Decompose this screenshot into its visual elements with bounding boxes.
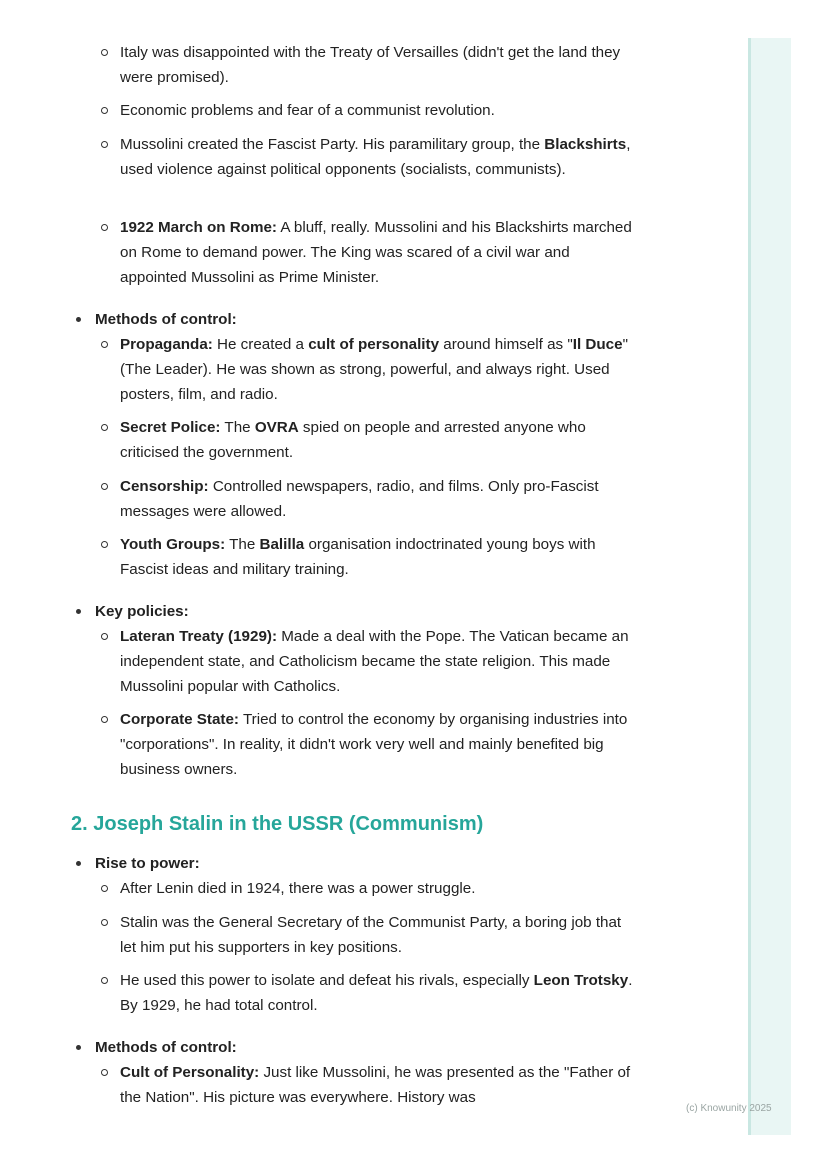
copyright-footer: (c) Knowunity 2025 [686, 1103, 772, 1114]
list-item: Censorship: Controlled newspapers, radio, and films. Only pro-Fascist messages were allowed. [120, 474, 640, 524]
list-item: Propaganda: He created a cult of personality around himself as "Il Duce" (The Leader). He was shown as strong, powerful, and always right. Used posters, film, and radio. [120, 332, 640, 407]
section-heading: Methods of control: [95, 307, 237, 332]
list-item: Economic problems and fear of a communist revolution. [120, 98, 640, 123]
section-title: 2. Joseph Stalin in the USSR (Communism) [71, 813, 484, 835]
side-panel [748, 38, 791, 1135]
section-heading: Key policies: [95, 599, 189, 624]
list-item: Corporate State: Tried to control the economy by organising industries into "corporations". In reality, it didn't work very well and mainly benefited big business owners. [120, 707, 640, 782]
list-item: Youth Groups: The Balilla organisation indoctrinated young boys with Fascist ideas and military training. [120, 532, 640, 582]
list-item: Secret Police: The OVRA spied on people and arrested anyone who criticised the government. [120, 415, 640, 465]
section-heading: Rise to power: [95, 851, 200, 876]
list-item: After Lenin died in 1924, there was a power struggle. [120, 876, 640, 901]
list-item: 1922 March on Rome: A bluff, really. Mussolini and his Blackshirts marched on Rome to demand power. The King was scared of a civil war and appointed Mussolini as Prime Minister. [120, 215, 640, 290]
section-heading: Methods of control: [95, 1035, 237, 1060]
list-item: Stalin was the General Secretary of the Communist Party, a boring job that let him put his supporters in key positions. [120, 910, 640, 960]
list-item: Lateran Treaty (1929): Made a deal with the Pope. The Vatican became an independent state, and Catholicism became the state religion. This made Mussolini popular with Catholics. [120, 624, 640, 699]
list-item: Mussolini created the Fascist Party. His paramilitary group, the Blackshirts, used violence against political opponents (socialists, communists). [120, 132, 640, 182]
list-item: He used this power to isolate and defeat his rivals, especially Leon Trotsky. By 1929, he had total control. [120, 968, 640, 1018]
list-item: Cult of Personality: Just like Mussolini, he was presented as the "Father of the Nation". His picture was everywhere. History was [120, 1060, 640, 1110]
list-item: Italy was disappointed with the Treaty of Versailles (didn't get the land they were promised). [120, 40, 640, 90]
